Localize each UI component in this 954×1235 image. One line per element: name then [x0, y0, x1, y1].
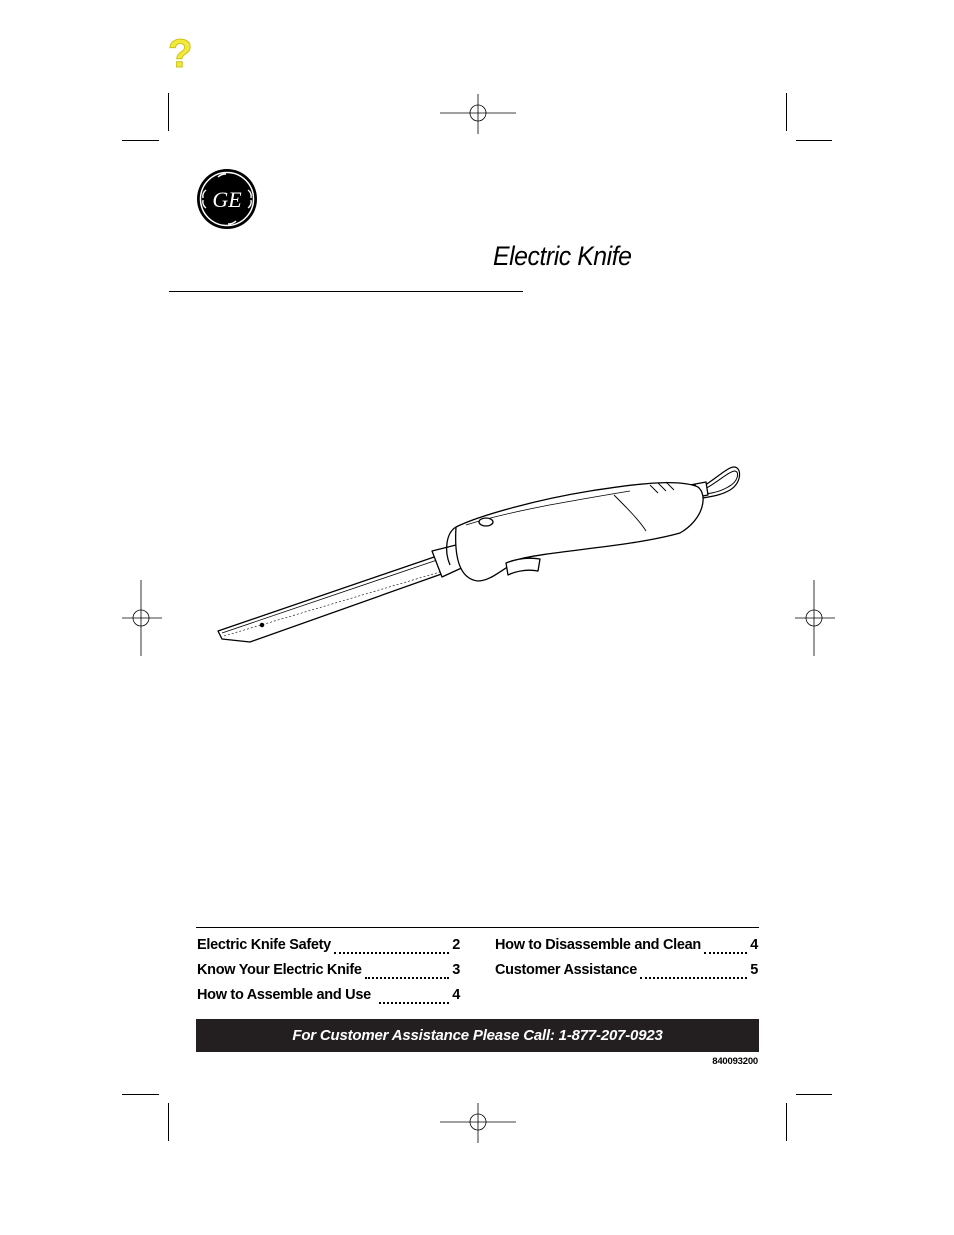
help-mark: ? — [168, 32, 193, 76]
toc-item-page: 5 — [750, 962, 758, 978]
customer-assistance-text: For Customer Assistance Please Call: 1-877-207-0923 — [292, 1027, 663, 1044]
toc-left-column — [197, 937, 460, 1012]
toc-item-page: 4 — [750, 937, 758, 953]
leader-dots — [365, 976, 449, 979]
toc-item[interactable] — [197, 937, 460, 962]
crop-mark — [786, 1103, 787, 1141]
toc-item[interactable] — [197, 987, 460, 1012]
toc-right-column — [495, 937, 758, 987]
toc-item-label: How to Assemble and Use — [197, 987, 371, 1003]
toc-divider — [196, 927, 759, 928]
logo-text: GE — [212, 187, 242, 212]
toc-item-page: 3 — [452, 962, 460, 978]
toc-item-label: How to Disassemble and Clean — [495, 937, 701, 953]
crop-mark — [122, 1094, 159, 1095]
toc-item-page: 4 — [452, 987, 460, 1003]
customer-assistance-banner — [196, 1019, 759, 1052]
registration-mark-icon — [440, 1103, 516, 1143]
leader-dots — [334, 951, 449, 954]
registration-mark-icon — [440, 94, 516, 134]
leader-dots — [640, 976, 747, 979]
ge-monogram-icon — [196, 168, 258, 230]
toc-item-label: Know Your Electric Knife — [197, 962, 362, 978]
toc-item[interactable] — [495, 937, 758, 962]
registration-mark-icon — [122, 580, 162, 656]
toc-item-label: Customer Assistance — [495, 962, 638, 978]
toc-item[interactable] — [197, 962, 460, 987]
electric-knife-illustration — [210, 455, 750, 655]
crop-mark — [796, 1094, 832, 1095]
leader-dots — [704, 951, 747, 954]
toc-item[interactable] — [495, 962, 758, 987]
crop-mark — [796, 140, 832, 141]
document-title: Electric Knife — [493, 241, 632, 271]
crop-mark — [122, 140, 159, 141]
crop-mark — [168, 1103, 169, 1141]
toc-item-label: Electric Knife Safety — [197, 937, 331, 953]
registration-mark-icon — [795, 580, 835, 656]
crop-mark — [168, 93, 169, 131]
toc-item-page: 2 — [452, 937, 460, 953]
crop-mark — [786, 93, 787, 131]
leader-dots — [379, 1001, 449, 1004]
title-divider — [169, 291, 523, 292]
part-number: 840093200 — [712, 1056, 758, 1067]
